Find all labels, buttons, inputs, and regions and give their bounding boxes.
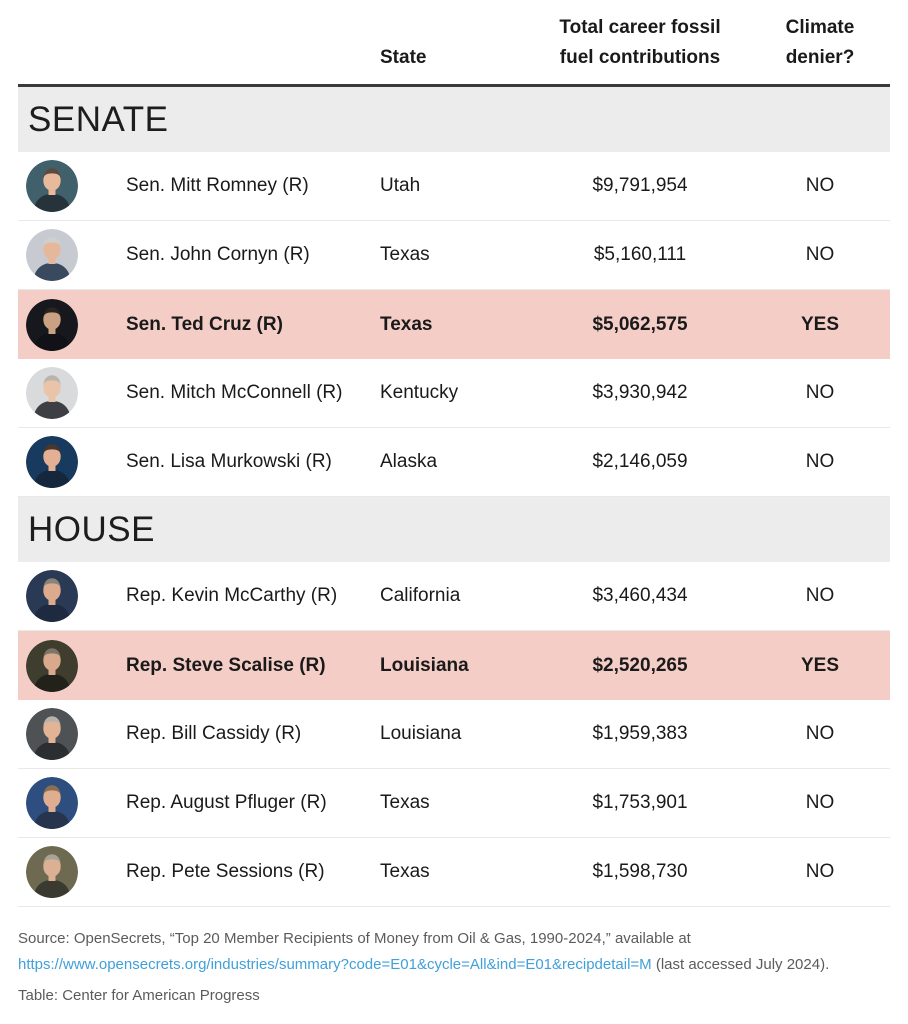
table-row — [18, 152, 890, 221]
member-photo — [26, 367, 78, 419]
denier-status: NO — [805, 382, 835, 403]
denier-status: NO — [805, 585, 835, 606]
member-contributions: $2,520,265 — [592, 654, 688, 676]
member-photo — [26, 436, 78, 488]
member-state: Kentucky — [380, 382, 459, 403]
table-row — [18, 631, 890, 700]
source-note — [18, 926, 890, 978]
member-state: Utah — [380, 175, 421, 196]
denier-status: NO — [805, 244, 835, 265]
member-avatar — [18, 436, 114, 488]
section-header-senate: SENATE — [18, 87, 890, 152]
denier-status: NO — [805, 723, 835, 744]
member-name: Rep. August Pfluger (R) — [126, 792, 327, 813]
member-contributions: $2,146,059 — [592, 451, 688, 472]
member-state: Louisiana — [380, 723, 462, 744]
member-avatar — [18, 367, 114, 419]
member-avatar — [18, 777, 114, 829]
member-avatar — [18, 570, 114, 622]
member-name: Sen. Mitt Romney (R) — [126, 175, 309, 196]
member-state: Texas — [380, 313, 433, 335]
source-text: Source: OpenSecrets, “Top 20 Member Recipients of Money from Oil & Gas, 1990-2024,” available at — [18, 930, 691, 947]
member-state: California — [380, 585, 461, 606]
section-header-house: HOUSE — [18, 497, 890, 562]
member-state: Texas — [380, 792, 430, 813]
member-contributions: $1,753,901 — [592, 792, 688, 813]
table-row — [18, 428, 890, 497]
table-credit: Table: Center for American Progress — [18, 987, 260, 1004]
member-name: Sen. Mitch McConnell (R) — [126, 382, 343, 403]
column-header-state: State — [380, 47, 427, 68]
denier-status: NO — [805, 451, 835, 472]
member-avatar — [18, 846, 114, 898]
member-name: Rep. Steve Scalise (R) — [126, 654, 326, 676]
table-row — [18, 221, 890, 290]
table-row — [18, 290, 890, 359]
denier-status: NO — [805, 175, 835, 196]
member-contributions: $3,930,942 — [592, 382, 688, 403]
table-row — [18, 359, 890, 428]
source-link[interactable]: https://www.opensecrets.org/industries/summary?code=E01&cycle=All&ind=E01&recipdetail=M — [18, 956, 652, 973]
member-name: Rep. Kevin McCarthy (R) — [126, 585, 338, 606]
member-state: Alaska — [380, 451, 438, 472]
member-name: Rep. Bill Cassidy (R) — [126, 723, 302, 744]
member-avatar — [18, 299, 114, 351]
member-avatar — [18, 229, 114, 281]
source-suffix: (last accessed July 2024). — [655, 956, 830, 973]
member-contributions: $1,959,383 — [592, 723, 688, 744]
member-contributions: $5,062,575 — [592, 313, 688, 335]
member-photo — [26, 708, 78, 760]
member-photo — [26, 299, 78, 351]
table-row — [18, 769, 890, 838]
member-contributions: $5,160,111 — [593, 244, 687, 265]
column-header-climate-denier: Climate denier? — [785, 17, 855, 68]
table-row — [18, 838, 890, 907]
member-contributions: $1,598,730 — [592, 861, 688, 882]
member-photo — [26, 570, 78, 622]
table-header-row — [18, 0, 890, 87]
member-name: Rep. Pete Sessions (R) — [126, 861, 325, 882]
member-state: Louisiana — [380, 654, 469, 676]
member-name: Sen. Ted Cruz (R) — [126, 313, 283, 335]
member-contributions: $9,791,954 — [592, 175, 688, 196]
member-name: Sen. Lisa Murkowski (R) — [126, 451, 332, 472]
member-avatar — [18, 640, 114, 692]
member-name: Sen. John Cornyn (R) — [126, 244, 310, 265]
member-state: Texas — [380, 861, 430, 882]
denier-status: NO — [805, 792, 835, 813]
column-header-contributions: Total career fossil fuel contributions — [559, 17, 721, 68]
table-footer — [18, 926, 890, 1009]
member-photo — [26, 160, 78, 212]
denier-status: YES — [800, 313, 840, 335]
member-state: Texas — [380, 244, 430, 265]
member-photo — [26, 777, 78, 829]
member-photo — [26, 846, 78, 898]
denier-status: NO — [805, 861, 835, 882]
member-photo — [26, 229, 78, 281]
table-row — [18, 562, 890, 631]
member-photo — [26, 640, 78, 692]
member-avatar — [18, 708, 114, 760]
denier-status: YES — [800, 654, 840, 676]
table-row — [18, 700, 890, 769]
member-contributions: $3,460,434 — [592, 585, 688, 606]
table-body — [18, 87, 890, 907]
member-avatar — [18, 160, 114, 212]
